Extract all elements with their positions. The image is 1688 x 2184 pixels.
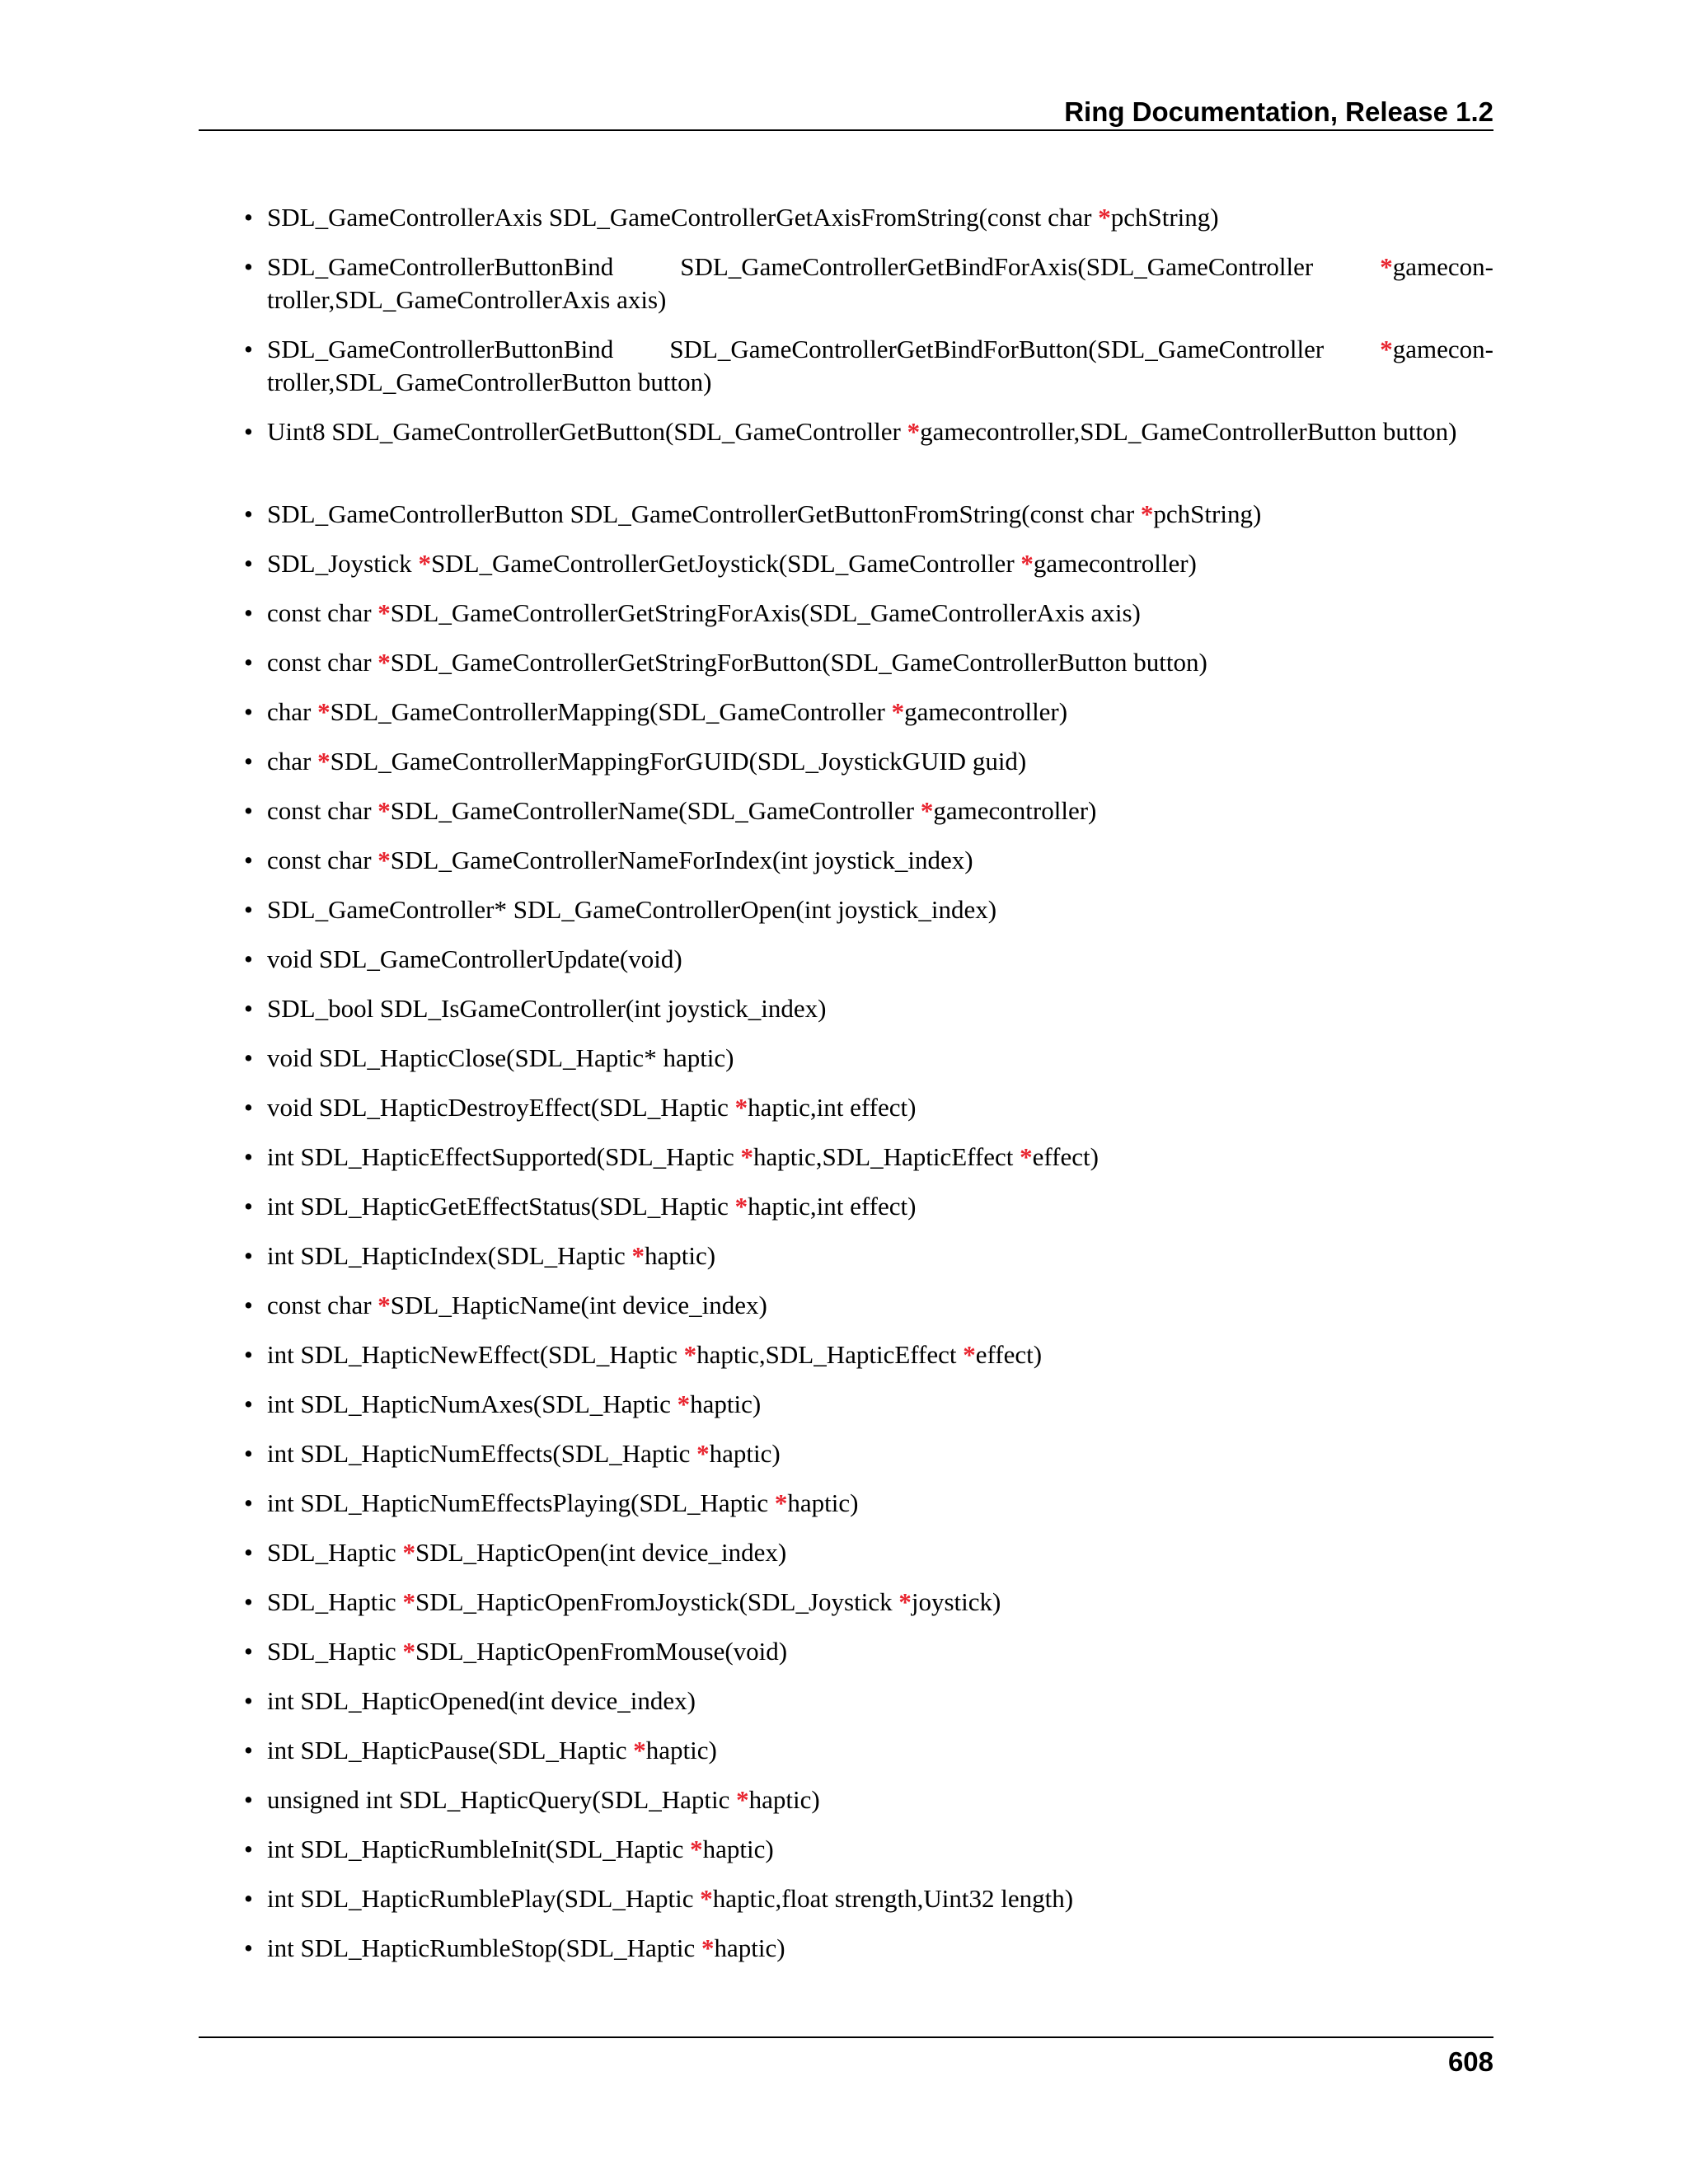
list-item — [267, 1932, 1493, 1965]
item-text: SDL_Haptic — [267, 1538, 403, 1567]
item-text: haptic,int effect) — [748, 1192, 917, 1221]
list-item — [267, 1190, 1493, 1223]
item-text: int SDL_HapticPause(SDL_Haptic — [267, 1736, 634, 1765]
pointer-asterisk: * — [1098, 203, 1111, 232]
item-text: const char — [267, 1291, 378, 1319]
list-item — [267, 1635, 1493, 1668]
pointer-asterisk: * — [736, 1785, 749, 1814]
item-text: haptic) — [702, 1835, 774, 1863]
pointer-asterisk: * — [907, 417, 921, 446]
item-text: gamecontroller) — [933, 796, 1097, 825]
item-text: gamecon-troller,SDL_GameControllerAxis axis) — [267, 252, 1493, 314]
list-item — [267, 1586, 1493, 1619]
pointer-asterisk: * — [891, 697, 905, 726]
footer-rule — [199, 2036, 1493, 2038]
item-text: SDL_GameControllerButton SDL_GameControllerGetButtonFromString(const char — [267, 499, 1141, 528]
list-item — [267, 415, 1493, 448]
item-text: unsigned int SDL_HapticQuery(SDL_Haptic — [267, 1785, 737, 1814]
item-text: SDL_GameControllerMapping(SDL_GameController — [330, 697, 892, 726]
item-text: const char — [267, 648, 378, 677]
list-item — [267, 547, 1493, 580]
item-text: gamecontroller,SDL_GameControllerButton button) — [920, 417, 1457, 446]
list-item — [267, 1042, 1493, 1075]
pointer-asterisk: * — [418, 549, 431, 578]
pointer-asterisk: * — [920, 796, 934, 825]
pointer-asterisk: * — [734, 1192, 748, 1221]
item-text: void SDL_HapticClose(SDL_Haptic* haptic) — [267, 1043, 734, 1072]
item-text: SDL_Haptic — [267, 1587, 403, 1616]
item-text: char — [267, 697, 318, 726]
list-item — [267, 1338, 1493, 1371]
pointer-asterisk: * — [1020, 549, 1034, 578]
pointer-asterisk: * — [1380, 252, 1393, 281]
item-text: gamecontroller) — [904, 697, 1068, 726]
item-text: SDL_GameControllerName(SDL_GameController — [390, 796, 921, 825]
pointer-asterisk: * — [734, 1093, 748, 1122]
pointer-asterisk: * — [631, 1241, 645, 1270]
item-text: haptic,SDL_HapticEffect — [753, 1142, 1020, 1171]
pointer-asterisk: * — [377, 598, 391, 627]
item-text: haptic,int effect) — [748, 1093, 917, 1122]
list-item — [267, 1388, 1493, 1421]
list-item — [267, 893, 1493, 926]
list-item — [267, 794, 1493, 827]
item-text: gamecon-troller,SDL_GameControllerButton button) — [267, 335, 1493, 396]
item-text: haptic) — [645, 1241, 716, 1270]
pointer-asterisk: * — [740, 1142, 754, 1171]
pointer-asterisk: * — [377, 796, 391, 825]
item-text: SDL_HapticName(int device_index) — [390, 1291, 767, 1319]
pointer-asterisk: * — [1380, 335, 1393, 363]
pointer-asterisk: * — [402, 1538, 415, 1567]
item-text: SDL_GameControllerMappingForGUID(SDL_JoystickGUID guid) — [330, 747, 1027, 776]
list-item — [267, 844, 1493, 877]
pointer-asterisk: * — [377, 1291, 391, 1319]
pointer-asterisk: * — [1140, 499, 1154, 528]
item-text: haptic,SDL_HapticEffect — [696, 1340, 964, 1369]
item-text: SDL_HapticOpen(int device_index) — [415, 1538, 787, 1567]
item-text: SDL_GameControllerGetStringForAxis(SDL_GameControllerAxis axis) — [390, 598, 1141, 627]
item-text: SDL_bool SDL_IsGameController(int joystick_index) — [267, 994, 827, 1023]
item-text: haptic) — [714, 1933, 785, 1962]
list-item — [267, 1240, 1493, 1272]
list-item — [267, 1783, 1493, 1816]
pointer-asterisk: * — [683, 1340, 697, 1369]
item-text: int SDL_HapticRumbleStop(SDL_Haptic — [267, 1933, 701, 1962]
item-text: int SDL_HapticNumEffects(SDL_Haptic — [267, 1439, 697, 1468]
list-item — [267, 1685, 1493, 1718]
item-text: SDL_HapticOpenFromMouse(void) — [415, 1637, 788, 1666]
item-text: haptic) — [709, 1439, 781, 1468]
item-text: gamecontroller) — [1033, 549, 1197, 578]
pointer-asterisk: * — [774, 1488, 788, 1517]
item-text: int SDL_HapticRumbleInit(SDL_Haptic — [267, 1835, 691, 1863]
pointer-asterisk: * — [700, 1884, 713, 1913]
list-item — [267, 943, 1493, 976]
item-text: effect) — [1032, 1142, 1099, 1171]
item-text: SDL_GameControllerGetJoystick(SDL_GameController — [430, 549, 1021, 578]
item-text: char — [267, 747, 318, 776]
pointer-asterisk: * — [677, 1390, 691, 1418]
list-item — [267, 251, 1493, 316]
list-item — [267, 333, 1493, 399]
item-text: int SDL_HapticNumEffectsPlaying(SDL_Haptic — [267, 1488, 775, 1517]
item-text: const char — [267, 598, 378, 627]
list-item — [267, 597, 1493, 630]
pointer-asterisk: * — [1020, 1142, 1033, 1171]
item-text: pchString) — [1153, 499, 1262, 528]
list-item — [267, 1289, 1493, 1322]
page-number: 608 — [1447, 2046, 1493, 2077]
pointer-asterisk: * — [898, 1587, 912, 1616]
item-text: haptic) — [645, 1736, 717, 1765]
pointer-asterisk: * — [633, 1736, 646, 1765]
item-text: haptic) — [748, 1785, 820, 1814]
pointer-asterisk: * — [402, 1637, 415, 1666]
item-text: SDL_GameControllerButtonBind SDL_GameControllerGetBindForButton(SDL_GameController — [267, 335, 1381, 363]
list-item — [267, 992, 1493, 1025]
item-text: int SDL_HapticOpened(int device_index) — [267, 1686, 696, 1715]
list-item — [267, 1437, 1493, 1470]
list-item — [267, 1734, 1493, 1767]
item-text: SDL_Haptic — [267, 1637, 403, 1666]
list-item — [267, 1487, 1493, 1520]
item-text: SDL_GameControllerButtonBind SDL_GameControllerGetBindForAxis(SDL_GameController — [267, 252, 1381, 281]
item-text: int SDL_HapticNumAxes(SDL_Haptic — [267, 1390, 678, 1418]
pointer-asterisk: * — [317, 747, 331, 776]
list-item — [267, 498, 1493, 531]
item-text: int SDL_HapticIndex(SDL_Haptic — [267, 1241, 632, 1270]
list-item — [267, 1141, 1493, 1174]
item-text: int SDL_HapticGetEffectStatus(SDL_Haptic — [267, 1192, 735, 1221]
item-text: int SDL_HapticEffectSupported(SDL_Haptic — [267, 1142, 741, 1171]
list-item — [267, 1882, 1493, 1915]
list-item — [267, 201, 1493, 234]
pointer-asterisk: * — [963, 1340, 976, 1369]
pointer-asterisk: * — [701, 1933, 715, 1962]
item-text: SDL_GameControllerGetStringForButton(SDL_GameControllerButton button) — [390, 648, 1207, 677]
item-text: Uint8 SDL_GameControllerGetButton(SDL_GameController — [267, 417, 907, 446]
pointer-asterisk: * — [377, 846, 391, 874]
pointer-asterisk: * — [377, 648, 391, 677]
pointer-asterisk: * — [402, 1587, 415, 1616]
item-text: const char — [267, 796, 378, 825]
list-item — [267, 745, 1493, 778]
item-text: void SDL_GameControllerUpdate(void) — [267, 944, 682, 973]
item-text: haptic,float strength,Uint32 length) — [712, 1884, 1074, 1913]
item-text: int SDL_HapticNewEffect(SDL_Haptic — [267, 1340, 684, 1369]
item-text: SDL_HapticOpenFromJoystick(SDL_Joystick — [415, 1587, 899, 1616]
list-item — [267, 1091, 1493, 1124]
pointer-asterisk: * — [696, 1439, 710, 1468]
item-text: haptic) — [690, 1390, 762, 1418]
item-text: haptic) — [787, 1488, 859, 1517]
item-text: pchString) — [1110, 203, 1219, 232]
item-text: SDL_GameController* SDL_GameControllerOpen(int joystick_index) — [267, 895, 997, 924]
item-text: joystick) — [911, 1587, 1001, 1616]
list-item — [267, 1833, 1493, 1866]
pointer-asterisk: * — [690, 1835, 703, 1863]
item-text: effect) — [975, 1340, 1043, 1369]
pointer-asterisk: * — [317, 697, 331, 726]
item-text: SDL_GameControllerAxis SDL_GameControllerGetAxisFromString(const char — [267, 203, 1099, 232]
item-text: void SDL_HapticDestroyEffect(SDL_Haptic — [267, 1093, 735, 1122]
list-item — [267, 646, 1493, 679]
list-item — [267, 696, 1493, 729]
page-footer — [199, 2042, 1493, 2082]
item-text: SDL_Joystick — [267, 549, 419, 578]
list-item — [267, 1536, 1493, 1569]
header-title: Ring Documentation, Release 1.2 — [1064, 96, 1493, 127]
item-text: const char — [267, 846, 378, 874]
item-text: int SDL_HapticRumblePlay(SDL_Haptic — [267, 1884, 701, 1913]
item-text: SDL_GameControllerNameForIndex(int joystick_index) — [390, 846, 973, 874]
